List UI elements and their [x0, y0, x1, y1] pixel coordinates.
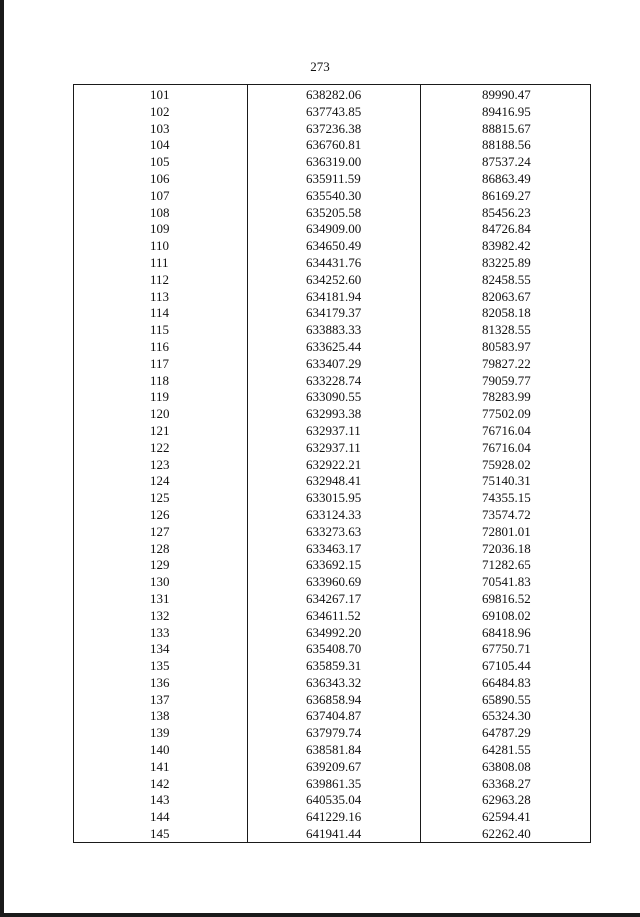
- x-coordinate-cell: 635911.59: [306, 170, 361, 186]
- point-number-cell: 104: [150, 137, 170, 153]
- point-number-cell: 145: [150, 826, 170, 842]
- x-coordinate-cell: 637404.87: [306, 708, 362, 724]
- point-number-cell: 130: [150, 574, 170, 590]
- table-row: [74, 255, 590, 272]
- table-row: [74, 154, 590, 171]
- point-number-cell: 133: [150, 624, 170, 640]
- y-coordinate-cell: 63808.08: [482, 758, 531, 774]
- point-number-cell: 114: [150, 305, 170, 321]
- point-number-cell: 140: [150, 742, 170, 758]
- x-coordinate-cell: 633228.74: [306, 372, 362, 388]
- x-coordinate-cell: 635205.58: [306, 204, 362, 220]
- y-coordinate-cell: 72801.01: [482, 523, 531, 539]
- y-coordinate-cell: 82058.18: [482, 305, 531, 321]
- x-coordinate-cell: 633407.29: [306, 355, 362, 371]
- y-coordinate-cell: 76716.04: [482, 422, 531, 438]
- point-number-cell: 119: [150, 389, 170, 405]
- table-row: [74, 809, 590, 826]
- x-coordinate-cell: 641941.44: [306, 826, 362, 842]
- table-body: [74, 87, 590, 843]
- table-row: [74, 406, 590, 423]
- x-coordinate-cell: 634181.94: [306, 288, 362, 304]
- x-coordinate-cell: 634650.49: [306, 238, 362, 254]
- y-coordinate-cell: 78283.99: [482, 389, 531, 405]
- x-coordinate-cell: 636858.94: [306, 691, 362, 707]
- point-number-cell: 129: [150, 557, 170, 573]
- y-coordinate-cell: 80583.97: [482, 338, 531, 354]
- y-coordinate-cell: 62963.28: [482, 792, 531, 808]
- y-coordinate-cell: 89416.95: [482, 103, 531, 119]
- table-row: [74, 289, 590, 306]
- y-coordinate-cell: 64281.55: [482, 742, 531, 758]
- table-row: [74, 591, 590, 608]
- point-number-cell: 122: [150, 439, 170, 455]
- table-row: [74, 137, 590, 154]
- point-number-cell: 134: [150, 641, 170, 657]
- point-number-cell: 128: [150, 540, 170, 556]
- coordinates-table: [73, 84, 591, 843]
- point-number-cell: 112: [150, 271, 170, 287]
- y-coordinate-cell: 88188.56: [482, 137, 531, 153]
- y-coordinate-cell: 75140.31: [482, 473, 531, 489]
- point-number-cell: 117: [150, 355, 170, 371]
- point-number-cell: 139: [150, 725, 170, 741]
- x-coordinate-cell: 633960.69: [306, 574, 362, 590]
- table-row: [74, 440, 590, 457]
- y-coordinate-cell: 67105.44: [482, 658, 531, 674]
- x-coordinate-cell: 640535.04: [306, 792, 362, 808]
- y-coordinate-cell: 82063.67: [482, 288, 531, 304]
- y-coordinate-cell: 72036.18: [482, 540, 531, 556]
- table-row: [74, 708, 590, 725]
- x-coordinate-cell: 633273.63: [306, 523, 362, 539]
- table-row: [74, 322, 590, 339]
- point-number-cell: 144: [150, 809, 170, 825]
- x-coordinate-cell: 635408.70: [306, 641, 362, 657]
- x-coordinate-cell: 638581.84: [306, 742, 362, 758]
- point-number-cell: 125: [150, 490, 170, 506]
- point-number-cell: 131: [150, 590, 170, 606]
- point-number-cell: 105: [150, 154, 170, 170]
- scan-left-border: [0, 0, 4, 917]
- y-coordinate-cell: 69816.52: [482, 590, 531, 606]
- x-coordinate-cell: 632937.11: [306, 439, 361, 455]
- y-coordinate-cell: 74355.15: [482, 490, 531, 506]
- x-coordinate-cell: 633015.95: [306, 490, 362, 506]
- x-coordinate-cell: 634252.60: [306, 271, 362, 287]
- point-number-cell: 107: [150, 187, 170, 203]
- y-coordinate-cell: 62594.41: [482, 809, 531, 825]
- y-coordinate-cell: 73574.72: [482, 506, 531, 522]
- scan-bottom-border: [0, 913, 640, 917]
- point-number-cell: 123: [150, 456, 170, 472]
- x-coordinate-cell: 635859.31: [306, 658, 362, 674]
- point-number-cell: 141: [150, 758, 170, 774]
- point-number-cell: 110: [150, 238, 170, 254]
- table-row: [74, 305, 590, 322]
- x-coordinate-cell: 632922.21: [306, 456, 362, 472]
- y-coordinate-cell: 76716.04: [482, 439, 531, 455]
- y-coordinate-cell: 86169.27: [482, 187, 531, 203]
- table-row: [74, 238, 590, 255]
- point-number-cell: 136: [150, 674, 170, 690]
- x-coordinate-cell: 639861.35: [306, 775, 362, 791]
- point-number-cell: 120: [150, 406, 170, 422]
- y-coordinate-cell: 87537.24: [482, 154, 531, 170]
- point-number-cell: 106: [150, 170, 170, 186]
- x-coordinate-cell: 633124.33: [306, 506, 362, 522]
- table-row: [74, 759, 590, 776]
- point-number-cell: 143: [150, 792, 170, 808]
- point-number-cell: 121: [150, 422, 170, 438]
- x-coordinate-cell: 632937.11: [306, 422, 361, 438]
- x-coordinate-cell: 637236.38: [306, 120, 362, 136]
- y-coordinate-cell: 71282.65: [482, 557, 531, 573]
- table-row: [74, 104, 590, 121]
- point-number-cell: 103: [150, 120, 170, 136]
- point-number-cell: 113: [150, 288, 170, 304]
- x-coordinate-cell: 636343.32: [306, 674, 362, 690]
- point-number-cell: 108: [150, 204, 170, 220]
- point-number-cell: 137: [150, 691, 170, 707]
- y-coordinate-cell: 65324.30: [482, 708, 531, 724]
- point-number-cell: 101: [150, 87, 170, 102]
- point-number-cell: 126: [150, 506, 170, 522]
- point-number-cell: 142: [150, 775, 170, 791]
- y-coordinate-cell: 81328.55: [482, 322, 531, 338]
- table-row: [74, 692, 590, 709]
- table-row: [74, 356, 590, 373]
- table-row: [74, 221, 590, 238]
- y-coordinate-cell: 70541.83: [482, 574, 531, 590]
- table-row: [74, 473, 590, 490]
- table-row: [74, 373, 590, 390]
- x-coordinate-cell: 634267.17: [306, 590, 362, 606]
- point-number-cell: 132: [150, 607, 170, 623]
- point-number-cell: 115: [150, 322, 170, 338]
- table-row: [74, 87, 590, 104]
- x-coordinate-cell: 632993.38: [306, 406, 362, 422]
- table-row: [74, 574, 590, 591]
- x-coordinate-cell: 633692.15: [306, 557, 362, 573]
- y-coordinate-cell: 67750.71: [482, 641, 531, 657]
- table-row: [74, 188, 590, 205]
- y-coordinate-cell: 79059.77: [482, 372, 531, 388]
- y-coordinate-cell: 62262.40: [482, 826, 531, 842]
- point-number-cell: 111: [150, 254, 169, 270]
- y-coordinate-cell: 68418.96: [482, 624, 531, 640]
- y-coordinate-cell: 85456.23: [482, 204, 531, 220]
- y-coordinate-cell: 83982.42: [482, 238, 531, 254]
- point-number-cell: 118: [150, 372, 170, 388]
- table-row: [74, 423, 590, 440]
- y-coordinate-cell: 77502.09: [482, 406, 531, 422]
- table-row: [74, 658, 590, 675]
- x-coordinate-cell: 633883.33: [306, 322, 362, 338]
- x-coordinate-cell: 633090.55: [306, 389, 362, 405]
- y-coordinate-cell: 82458.55: [482, 271, 531, 287]
- table-row: [74, 792, 590, 809]
- table-row: [74, 776, 590, 793]
- x-coordinate-cell: 639209.67: [306, 758, 362, 774]
- x-coordinate-cell: 634909.00: [306, 221, 362, 237]
- table-row: [74, 121, 590, 138]
- x-coordinate-cell: 635540.30: [306, 187, 362, 203]
- y-coordinate-cell: 88815.67: [482, 120, 531, 136]
- y-coordinate-cell: 79827.22: [482, 355, 531, 371]
- table-row: [74, 507, 590, 524]
- table-row: [74, 541, 590, 558]
- table-row: [74, 641, 590, 658]
- table-row: [74, 625, 590, 642]
- table-row: [74, 608, 590, 625]
- x-coordinate-cell: 634992.20: [306, 624, 362, 640]
- table-row: [74, 524, 590, 541]
- y-coordinate-cell: 63368.27: [482, 775, 531, 791]
- point-number-cell: 127: [150, 523, 170, 539]
- y-coordinate-cell: 66484.83: [482, 674, 531, 690]
- y-coordinate-cell: 83225.89: [482, 254, 531, 270]
- x-coordinate-cell: 638282.06: [306, 87, 362, 102]
- y-coordinate-cell: 86863.49: [482, 170, 531, 186]
- table-row: [74, 742, 590, 759]
- x-coordinate-cell: 632948.41: [306, 473, 362, 489]
- y-coordinate-cell: 69108.02: [482, 607, 531, 623]
- y-coordinate-cell: 75928.02: [482, 456, 531, 472]
- y-coordinate-cell: 65890.55: [482, 691, 531, 707]
- point-number-cell: 116: [150, 338, 170, 354]
- x-coordinate-cell: 633463.17: [306, 540, 362, 556]
- point-number-cell: 124: [150, 473, 170, 489]
- point-number-cell: 102: [150, 103, 170, 119]
- x-coordinate-cell: 641229.16: [306, 809, 362, 825]
- point-number-cell: 138: [150, 708, 170, 724]
- table-row: [74, 457, 590, 474]
- y-coordinate-cell: 64787.29: [482, 725, 531, 741]
- table-row: [74, 826, 590, 843]
- point-number-cell: 135: [150, 658, 170, 674]
- y-coordinate-cell: 89990.47: [482, 87, 531, 102]
- x-coordinate-cell: 633625.44: [306, 338, 362, 354]
- x-coordinate-cell: 636760.81: [306, 137, 362, 153]
- table-row: [74, 389, 590, 406]
- x-coordinate-cell: 637743.85: [306, 103, 362, 119]
- x-coordinate-cell: 634179.37: [306, 305, 362, 321]
- point-number-cell: 109: [150, 221, 170, 237]
- table-row: [74, 339, 590, 356]
- x-coordinate-cell: 637979.74: [306, 725, 362, 741]
- x-coordinate-cell: 636319.00: [306, 154, 362, 170]
- page-number: 273: [310, 59, 330, 74]
- table-row: [74, 205, 590, 222]
- table-row: [74, 171, 590, 188]
- table-row: [74, 272, 590, 289]
- x-coordinate-cell: 634431.76: [306, 254, 362, 270]
- table-row: [74, 490, 590, 507]
- x-coordinate-cell: 634611.52: [306, 607, 361, 623]
- table-row: [74, 675, 590, 692]
- table-row: [74, 725, 590, 742]
- y-coordinate-cell: 84726.84: [482, 221, 531, 237]
- table-row: [74, 557, 590, 574]
